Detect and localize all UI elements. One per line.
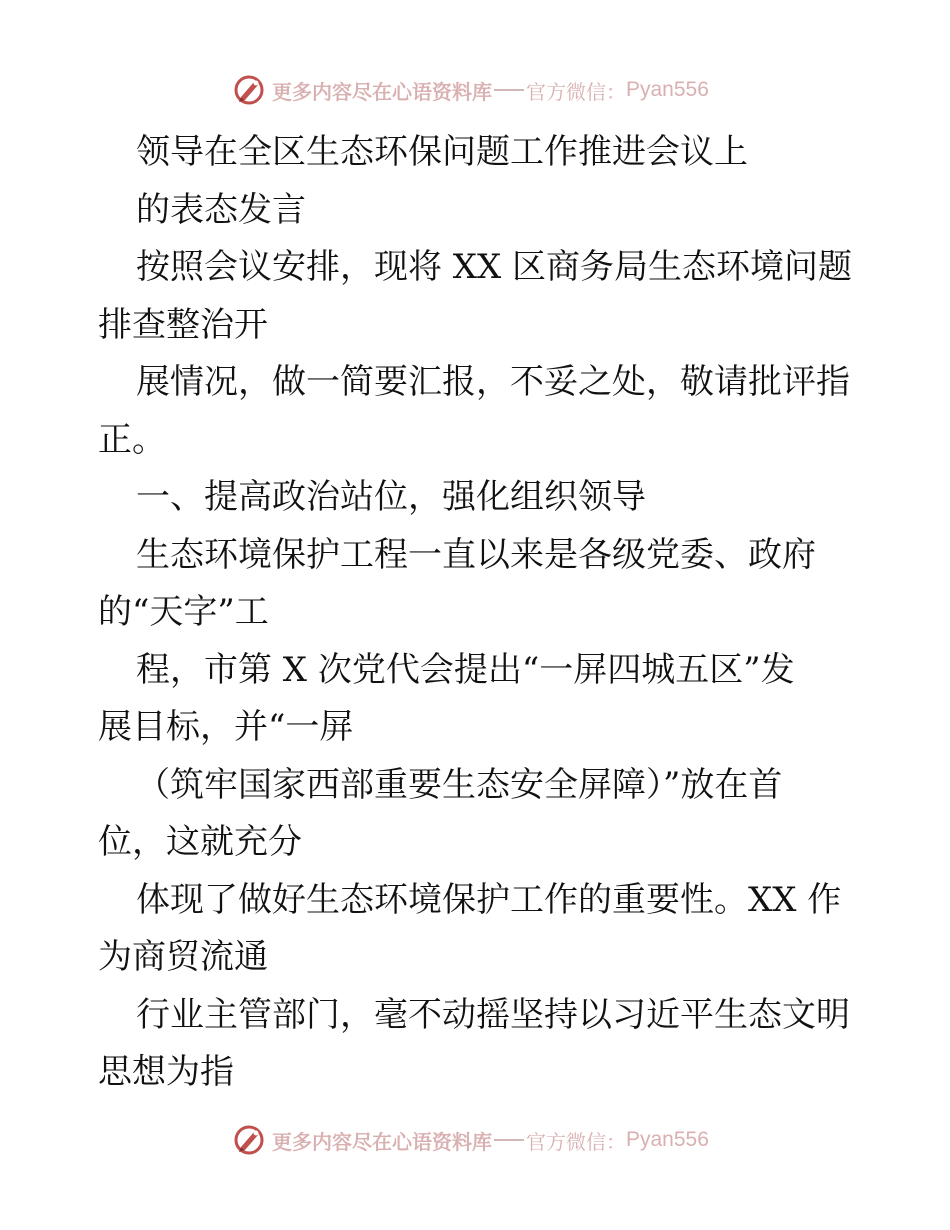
text-line: 体现了做好生态环境保护工作的重要性。XX 作 — [136, 879, 842, 920]
watermark-text: 更多内容尽在心语资料库 — [272, 79, 492, 104]
text-line: 位，这就充分 — [98, 822, 302, 862]
text-line: 为商贸流通 — [98, 937, 268, 977]
watermark-banner-top — [232, 72, 709, 108]
text-line: 排查整治开 — [98, 304, 268, 345]
wechat-label: 官方微信： — [526, 79, 626, 104]
text-line: 行业主管部门，毫不动摇坚持以习近平生态文明 — [136, 994, 850, 1035]
watermark-separator — [494, 1139, 524, 1141]
watermark-text: 更多内容尽在心语资料库 — [272, 1129, 492, 1154]
wechat-id: Pyan556 — [626, 78, 709, 101]
text-line: 思想为指 — [98, 1052, 234, 1092]
title-line-2: 的表态发言 — [136, 189, 306, 230]
section-heading: 一、提高政治站位，强化组织领导 — [136, 477, 646, 517]
text-line: 展情况，做一简要汇报，不妥之处，敬请批评指 — [136, 362, 850, 402]
text-line: 生态环境保护工程一直以来是各级党委、政府 — [136, 534, 816, 575]
title-line-1: 领导在全区生态环保问题工作推进会议上 — [136, 132, 748, 172]
pen-logo-icon — [232, 73, 266, 107]
wechat-id: Pyan556 — [626, 1128, 709, 1151]
watermark-banner-bottom — [232, 1122, 709, 1158]
text-line: 按照会议安排，现将 XX 区商务局生态环境问题 — [136, 247, 853, 287]
wechat-label: 官方微信： — [526, 1129, 626, 1154]
document-body — [98, 124, 868, 1102]
text-line: 的“天字”工 — [98, 592, 269, 632]
text-line: 正。 — [98, 419, 166, 460]
pen-logo-icon — [232, 1123, 266, 1157]
text-line: （筑牢国家西部重要生态安全屏障）”放在首 — [136, 764, 783, 805]
text-line: 展目标，并“一屏 — [98, 707, 354, 747]
watermark-separator — [494, 89, 524, 91]
text-line: 程，市第 X 次党代会提出“一屏四城五区”发 — [136, 649, 795, 690]
